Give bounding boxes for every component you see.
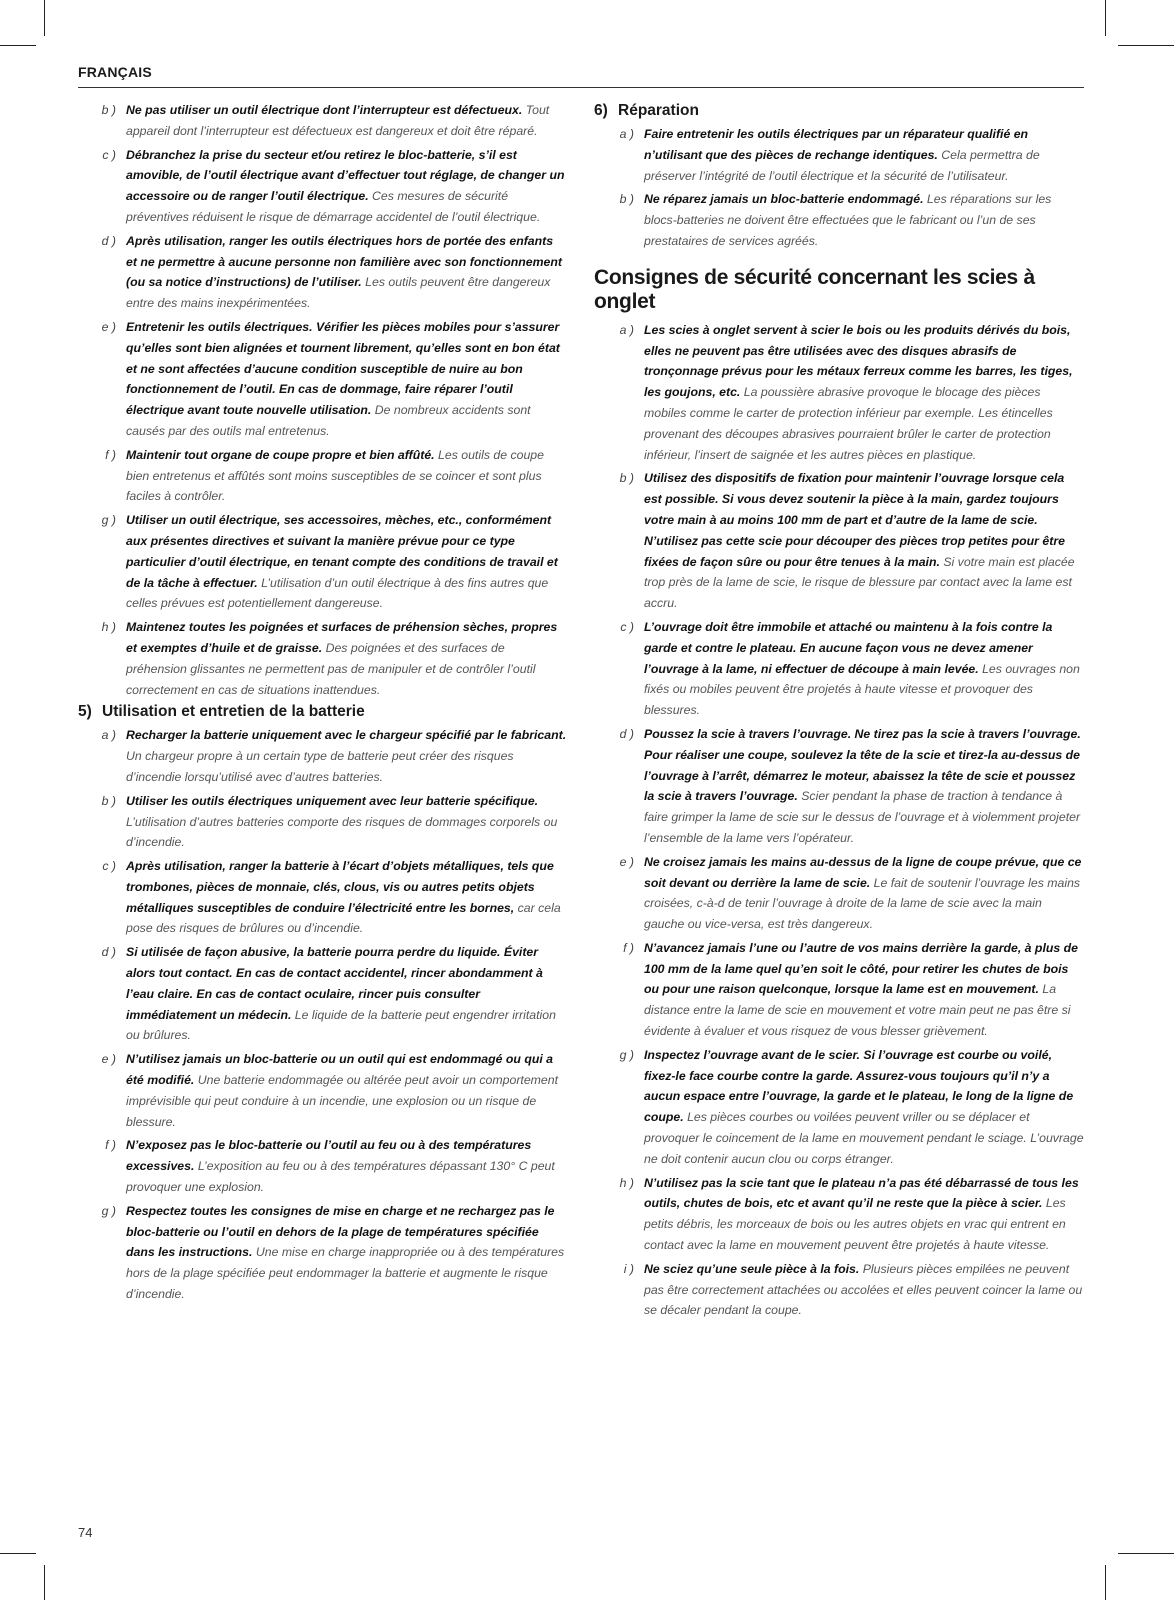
item-letter: f ) [105, 1138, 116, 1153]
item-text [126, 1135, 567, 1197]
item-text [126, 317, 567, 442]
item-instruction: Débranchez la prise du secteur et/ou retirez le bloc-batterie, s’il est amovible, de l’outil électrique avant d’effectuer tout réglage, de changer un accessoire ou de ranger l’outil électrique. [126, 147, 565, 204]
page-header: FRANÇAIS [78, 64, 152, 80]
item-text [126, 145, 567, 228]
item-instruction: Respectez toutes les consignes de mise en charge et ne rechargez pas le bloc-batterie ou l’outil en dehors de la plage de températures spécifiée dans les instructions. [126, 1203, 555, 1260]
item-text [644, 189, 1084, 251]
item-letter: d ) [619, 726, 634, 741]
item-instruction: Utiliser un outil électrique, ses accessoires, mèches, etc., conformément aux présentes directives et suivant la manière prévue pour ce type particulier d’outil électrique, en tenant compte des conditions de travail et de la tâche à effectuer. [126, 513, 558, 590]
item-letter: b ) [619, 471, 634, 486]
list-item [78, 617, 567, 700]
item-letter: c ) [102, 859, 116, 874]
item-instruction: Faire entretenir les outils électriques par un réparateur qualifié en n’utilisant que des pièces de rechange identiques. [644, 127, 1029, 162]
item-letter: f ) [105, 447, 116, 462]
item-text [126, 510, 567, 614]
crop-mark [44, 1565, 45, 1600]
item-explanation: Plusieurs pièces empilées ne peuvent pas être correctement attachées ou accolées et elles peuvent coincer la lame ou se décaler pendant la coupe. [644, 1261, 1083, 1318]
item-text [644, 320, 1084, 466]
list-item [594, 617, 1084, 721]
item-letter: g ) [101, 513, 116, 528]
item-text [644, 852, 1084, 935]
item-instruction: Ne sciez qu’une seule pièce à la fois. [644, 1261, 860, 1276]
list-item [78, 231, 567, 314]
item-instruction: Maintenir tout organe de coupe propre et bien affûté. [126, 447, 435, 462]
item-text [644, 468, 1084, 614]
item-explanation: Scier pendant la phase de traction à tendance à faire grimper la lame de scie sur le dessus de l’ouvrage et à violemment projeter l’ensemble de la lame vers l’opérateur. [644, 789, 1081, 845]
crop-mark [1118, 1553, 1174, 1554]
item-explanation: Si votre main est placée trop près de la lame de scie, le risque de blessure par contact avec la lame est accru. [644, 554, 1075, 611]
item-text [126, 100, 567, 142]
list-item [78, 317, 567, 442]
left-items-list [78, 100, 567, 700]
item-instruction: Entretenir les outils électriques. Vérifier les pièces mobiles pour s’assurer qu’elles sont bien alignées et tournent librement, qu’elles sont en bon état et ne sont affectées d’aucune condition susceptible de nuire au bon fonctionnement de l’outil. En cas de dommage, faire réparer l’outil électrique avant toute nouvelle utilisation. [126, 319, 560, 418]
list-item [594, 1045, 1084, 1170]
item-explanation: Les ouvrages non fixés ou mobiles peuvent être projetés à haute vitesse et provoquer des blessures. [644, 661, 1080, 718]
item-explanation: Une batterie endommagée ou altérée peut avoir un comportement imprévisible qui peut conduire à un incendie, une explosion ou un risque de blessure. [126, 1073, 559, 1129]
item-explanation: Une mise en charge inappropriée ou à des températures hors de la plage spécifiée peut endommager la batterie et augmente le risque d’incendie. [126, 1245, 565, 1302]
list-item [78, 1135, 567, 1197]
crop-mark [44, 0, 45, 36]
saw-section-items [594, 320, 1084, 1321]
item-letter: e ) [101, 319, 116, 334]
item-letter: g ) [101, 1203, 116, 1218]
crop-mark [1105, 0, 1106, 36]
item-explanation: Ces mesures de sécurité préventives réduisent le risque de démarrage accidentel de l’outil électrique. [126, 189, 541, 224]
item-text [126, 1201, 567, 1305]
list-item [78, 1201, 567, 1305]
list-item [594, 468, 1084, 614]
crop-mark [0, 45, 36, 46]
list-item [594, 189, 1084, 251]
item-instruction: Poussez la scie à travers l’ouvrage. Ne tirez pas la scie à travers l’ouvrage. Pour réaliser une coupe, soulevez la tête de la scie et tirez-la au-dessus de l’ouvrage à l’arrêt, démarrez le moteur, abaissez la tête de scie et poussez la scie à travers l’ouvrage. [644, 726, 1081, 804]
item-explanation: Le liquide de la batterie peut engendrer irritation ou brûlures. [126, 1007, 556, 1043]
item-letter: i ) [623, 1261, 634, 1276]
item-letter: c ) [102, 147, 116, 162]
crop-mark [1118, 45, 1174, 46]
list-item [78, 791, 567, 853]
item-instruction: Utilisez des dispositifs de fixation pour maintenir l’ouvrage lorsque cela est possible. Si vous devez soutenir la pièce à la main, gardez toujours votre main à au moins 100 mm de part et d’autre de la lame de scie. N’utilisez pas cette scie pour découper des pièces trop petites pour être fixées de façon sûre ou pour être tenues à la main. [644, 471, 1065, 569]
section-6-heading [594, 102, 1084, 120]
item-instruction: Recharger la batterie uniquement avec le chargeur spécifié par le fabricant. [126, 728, 567, 743]
item-text [644, 938, 1084, 1042]
item-explanation: L’utilisation d’autres batteries comporte des risques de dommages corporels ou d’incendie. [126, 814, 558, 850]
item-explanation: Cela permettra de préserver l’intégrité de l’outil électrique et la sécurité de l’utilisateur. [644, 147, 1040, 183]
saw-section-title: Consignes de sécurité concernant les scies à onglet [594, 265, 1035, 313]
item-instruction: N’utilisez pas la scie tant que le plateau n’a pas été débarrassé de tous les outils, chutes de bois, etc et avant qu’il ne reste que la pièce à scier. [644, 1175, 1079, 1211]
list-item [78, 1049, 567, 1132]
item-explanation: Les réparations sur les blocs-batteries ne doivent être effectuées que le fabricant ou l’un de ses prestataires de services agréés. [644, 192, 1052, 248]
list-item [594, 320, 1084, 466]
item-explanation: Les petits débris, les morceaux de bois ou les autres objets en vrac qui entrent en contact avec la lame en mouvement peuvent être projetés à haute vitesse. [644, 1196, 1066, 1253]
item-explanation: La poussière abrasive provoque le blocage des pièces mobiles comme le carter de protection inférieur par exemple. Les étincelles provenant des découpes abrasives pourraient brûler le carter de protection inférieur, l’insert de saignée et les autres pièces en plastique. [644, 385, 1053, 462]
item-text [126, 856, 567, 939]
right-column [594, 100, 1084, 1324]
item-text [126, 445, 567, 507]
item-letter: a ) [619, 127, 634, 141]
header-rule [78, 87, 1084, 88]
item-letter: e ) [101, 1052, 116, 1067]
item-letter: f ) [623, 940, 634, 955]
page-number: 74 [78, 1525, 93, 1540]
item-text [644, 1045, 1084, 1170]
item-explanation: De nombreux accidents sont causés par des outils mal entretenus. [126, 403, 531, 438]
list-item [78, 856, 567, 939]
list-item [594, 938, 1084, 1042]
item-text [644, 124, 1084, 186]
section-5-heading [78, 703, 567, 721]
list-item [78, 510, 567, 614]
item-text [126, 1049, 567, 1132]
item-instruction: N’avancez jamais l’une ou l’autre de vos mains derrière la garde, à plus de 100 mm de la lame quel qu’en soit le côté, pour retirer les chutes de bois ou pour une raison quelconque, lorsque la lame est en mouvement. [644, 940, 1078, 997]
item-text [126, 791, 567, 853]
section-5-number: 5) [78, 703, 92, 721]
item-letter: h ) [101, 620, 116, 635]
list-item [594, 124, 1084, 186]
list-item [78, 145, 567, 228]
item-letter: d ) [101, 233, 116, 248]
item-letter: d ) [101, 945, 116, 960]
item-explanation: car cela pose des risques de brûlures ou d’incendie. [126, 900, 561, 936]
item-instruction: Utiliser les outils électriques uniquement avec leur batterie spécifique. [126, 793, 539, 808]
item-explanation: La distance entre la lame de scie en mouvement et votre main peut ne pas être si évidente à évaluer et vous risquez de vous blesser grièvement. [644, 982, 1071, 1039]
item-explanation: Des poignées et des surfaces de préhension glissantes ne permettent pas de manipuler et de contrôler l’outil correctement en cas de situations inattendues. [126, 640, 536, 697]
item-letter: a ) [101, 728, 116, 743]
section-6-number: 6) [594, 102, 608, 119]
item-instruction: N’exposez pas le bloc-batterie ou l’outil au feu ou à des températures excessives. [126, 1138, 532, 1174]
item-explanation: Tout appareil dont l’interrupteur est défectueux est dangereux et doit être réparé. [126, 103, 550, 138]
item-letter: a ) [619, 322, 634, 337]
section-5-title: Utilisation et entretien de la batterie [102, 703, 365, 721]
item-text [126, 231, 567, 314]
item-instruction: Ne réparez jamais un bloc-batterie endommagé. [644, 192, 924, 207]
item-instruction: Ne pas utiliser un outil électrique dont l’interrupteur est défectueux. [126, 103, 523, 117]
item-letter: b ) [619, 192, 634, 207]
list-item [594, 1259, 1084, 1321]
list-item [78, 445, 567, 507]
item-instruction: Inspectez l’ouvrage avant de le scier. Si l’ouvrage est courbe ou voilé, fixez-le face courbe contre la garde. Assurez-vous toujours qu’il n’y a aucun espace entre l’ouvrage, la garde et le plateau, le long de la ligne de coupe. [644, 1047, 1074, 1125]
section-6-items [594, 124, 1084, 252]
item-text [126, 617, 567, 700]
item-explanation: Un chargeur propre à un certain type de batterie peut créer des risques d’incendie lorsqu’utilisé avec d’autres batteries. [126, 749, 514, 784]
item-explanation: L’exposition au feu ou à des températures dépassant 130° C peut provoquer une explosion. [126, 1159, 555, 1195]
item-text [644, 1173, 1084, 1256]
crop-mark [0, 1553, 36, 1554]
item-instruction: L’ouvrage doit être immobile et attaché ou maintenu à la fois contre la garde et contre le plateau. En aucune façon vous ne devez amener l’ouvrage à la lame, ni effectuer de découpe à main levée. [644, 619, 1053, 676]
item-letter: h ) [619, 1175, 634, 1190]
item-explanation: Les pièces courbes ou voilées peuvent vriller ou se déplacer et provoquer le coincement de la lame en mouvement pendant le sciage. L’ouvrage ne doit contenir aucun clou ou corps étranger. [644, 1110, 1084, 1166]
item-explanation: Les outils peuvent être dangereux entre des mains inexpérimentées. [126, 275, 551, 311]
section-5-items [78, 725, 567, 1305]
item-text [644, 1259, 1084, 1321]
left-column [78, 100, 567, 1308]
item-instruction: Ne croisez jamais les mains au-dessus de la ligne de coupe prévue, que ce soit devant ou derrière la lame de scie. [644, 854, 1082, 890]
item-letter: b ) [101, 103, 116, 117]
item-instruction: Après utilisation, ranger la batterie à l’écart d’objets métalliques, tels que trombones, pièces de monnaie, clés, clous, vis ou autres petits objets métalliques susceptibles de conduire l’électricité entre les bornes, [126, 859, 554, 915]
list-item [594, 852, 1084, 935]
item-instruction: Maintenez toutes les poignées et surfaces de préhension sèches, propres et exemptes d’huile et de graisse. [126, 620, 558, 655]
item-letter: g ) [619, 1047, 634, 1062]
item-text [644, 617, 1084, 721]
item-letter: e ) [619, 854, 634, 869]
item-explanation: Les outils de coupe bien entretenus et affûtés sont moins susceptibles de se coincer et sont plus faciles à contrôler. [126, 447, 544, 504]
item-instruction: Après utilisation, ranger les outils électriques hors de portée des enfants et ne permettre à aucune personne non familière avec son fonctionnement (ou sa notice d’instructions) de l’utiliser. [126, 233, 562, 290]
item-text [126, 942, 567, 1046]
item-instruction: N’utilisez jamais un bloc-batterie ou un outil qui est endommagé ou qui a été modifié. [126, 1052, 554, 1088]
item-instruction: Si utilisée de façon abusive, la batterie pourra perdre du liquide. Éviter alors tout contact. En cas de contact accidentel, rincer abondamment à l’eau claire. En cas de contact oculaire, rincer puis consulter immédiatement un médecin. [126, 945, 543, 1022]
list-item [594, 1173, 1084, 1256]
item-text [126, 725, 567, 787]
item-letter: b ) [101, 793, 116, 808]
crop-mark [1105, 1565, 1106, 1600]
list-item [78, 725, 567, 787]
item-instruction: Les scies à onglet servent à scier le bois ou les produits dérivés du bois, elles ne peuvent pas être utilisées avec des disques abrasifs de tronçonnage prévus pour les métaux ferreux comme les barres, les tiges, les goujons, etc. [644, 322, 1073, 400]
item-letter: c ) [620, 619, 634, 634]
list-item [78, 100, 567, 142]
item-text [644, 724, 1084, 849]
item-explanation: Le fait de soutenir l’ouvrage les mains croisées, c-à-d de tenir l’ouvrage à droite de la lame de scie avec la main gauche ou vice-versa, est très dangereux. [644, 875, 1081, 932]
item-explanation: L’utilisation d’un outil électrique à des fins autres que celles prévues est potentiellement dangereuse. [126, 575, 549, 611]
section-6-title: Réparation [618, 102, 699, 119]
list-item [78, 942, 567, 1046]
list-item [594, 724, 1084, 849]
